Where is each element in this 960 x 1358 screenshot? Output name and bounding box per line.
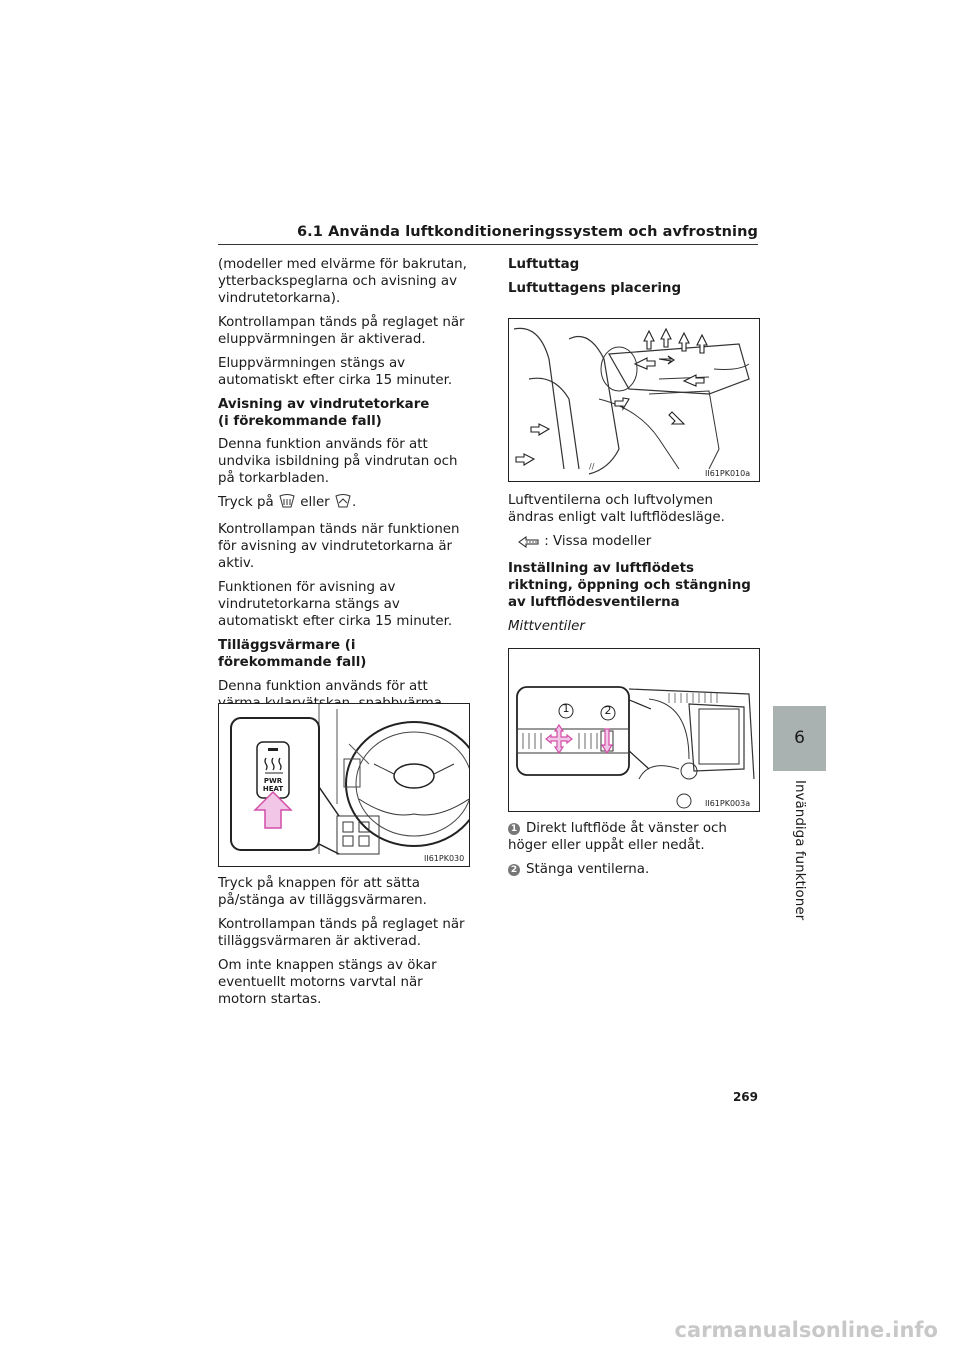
paragraph-heating-lamp: Kontrollampan tänds på reglaget när eluppvärmningen är aktiverad. bbox=[218, 315, 465, 347]
cabin-outlets-figure bbox=[508, 318, 760, 482]
wiper-deicer-alt-icon bbox=[334, 494, 352, 514]
center-vents-figure bbox=[508, 648, 760, 812]
some-models-icon bbox=[518, 536, 540, 553]
paragraph-wiper-lamp: Kontrollampan tänds när funktionen för avisning av vindrutetorkarna är aktiv. bbox=[218, 522, 460, 571]
paragraph-vent-modes: Luftventilerna och luftvolymen ändras enligt valt luftflödesläge. bbox=[508, 493, 725, 525]
heading-wiper-deicer bbox=[218, 396, 473, 430]
paragraph-wiper-auto-off: Funktionen för avisning av vindrutetorkarna stängs av automatiskt efter cirka 15 minuter. bbox=[218, 580, 453, 629]
paragraph-wiper-purpose: Denna funktion används för att undvika isbildning på vindrutan och på torkarbladen. bbox=[218, 437, 458, 486]
heading-aux-heater: Tilläggsvärmare (i förekommande fall) bbox=[218, 638, 367, 670]
watermark-text: carmanualsonline.info bbox=[674, 1318, 938, 1342]
list-item-1 bbox=[508, 820, 763, 854]
press-suffix: . bbox=[351, 495, 357, 510]
subheading-center-vents: Mittventiler bbox=[508, 619, 585, 634]
heat-label: HEAT bbox=[262, 785, 284, 793]
svg-text://: // bbox=[589, 462, 595, 471]
figure-id: II61PK010a bbox=[705, 469, 751, 478]
callout-1-label: 1 bbox=[562, 702, 570, 715]
item-1-number: 1 bbox=[508, 823, 520, 835]
paragraph-heating-auto-off: Eluppvärmningen stängs av automatiskt efter cirka 15 minuter. bbox=[218, 356, 453, 388]
section-header: 6.1 Använda luftkonditioneringssystem och avfrostning bbox=[296, 224, 758, 240]
figure-id: II61PK030 bbox=[424, 854, 465, 863]
heading-air-outlets: Luftuttag bbox=[508, 257, 580, 272]
right-column-lower bbox=[508, 820, 763, 885]
paragraph-heater-toggle: Tryck på knappen för att sätta på/stänga av tilläggsvärmaren. bbox=[218, 876, 427, 908]
right-column bbox=[508, 256, 763, 304]
page-number: 269 bbox=[732, 1090, 758, 1104]
left-column-lower bbox=[218, 875, 473, 1015]
left-column bbox=[218, 256, 473, 753]
chapter-number: 6 bbox=[794, 728, 805, 748]
header-divider bbox=[218, 244, 758, 245]
press-prefix: Tryck på bbox=[218, 495, 274, 510]
chapter-title: Invändiga funktioner bbox=[792, 780, 808, 921]
heater-button-figure bbox=[218, 703, 470, 867]
paragraph-heating-models: (modeller med elvärme för bakrutan, ytterbackspeglarna och avisning av vindrutetorkarna). bbox=[218, 257, 467, 306]
paragraph-heater-purpose: Denna funktion används för att bbox=[218, 679, 428, 694]
heading-wiper-deicer-line2: (i förekommande fall) bbox=[218, 414, 382, 429]
heading-outlet-placement: Luftuttagens placering bbox=[508, 281, 682, 296]
watermark-text-wrapper bbox=[0, 1318, 960, 1342]
paragraph-heater-lamp: Kontrollampan tänds på reglaget när tilläggsvärmaren är aktiverad. bbox=[218, 917, 465, 949]
legend-some-models-text: : Vissa modeller bbox=[544, 534, 652, 549]
cabin-outlets-illustration bbox=[509, 319, 759, 481]
item-1-text: Direkt luftflöde åt vänster och höger eller uppåt eller nedåt. bbox=[508, 821, 727, 853]
paragraph-press-switch bbox=[218, 494, 473, 514]
right-column-middle bbox=[508, 492, 763, 642]
heading-wiper-deicer-line1: Avisning av vindrutetorkare bbox=[218, 397, 430, 412]
figure-id: II61PK003a bbox=[705, 799, 751, 808]
callout-2-label: 2 bbox=[604, 704, 612, 717]
wiper-deicer-icon bbox=[278, 494, 296, 514]
item-2-number: 2 bbox=[508, 864, 520, 876]
item-2-text: Stänga ventilerna. bbox=[526, 862, 650, 877]
list-item-2 bbox=[508, 861, 763, 878]
pwr-label: PWR bbox=[263, 777, 283, 785]
press-or: eller bbox=[300, 495, 330, 510]
heading-adjust-vents: Inställning av luftflödets riktning, öppning och stängning av luftflödesventilerna bbox=[508, 561, 751, 610]
paragraph-heater-engine: Om inte knappen stängs av ökar eventuellt motorns varvtal när motorn startas. bbox=[218, 958, 437, 1007]
center-vents-illustration bbox=[509, 649, 759, 811]
legend-some-models bbox=[508, 533, 763, 553]
